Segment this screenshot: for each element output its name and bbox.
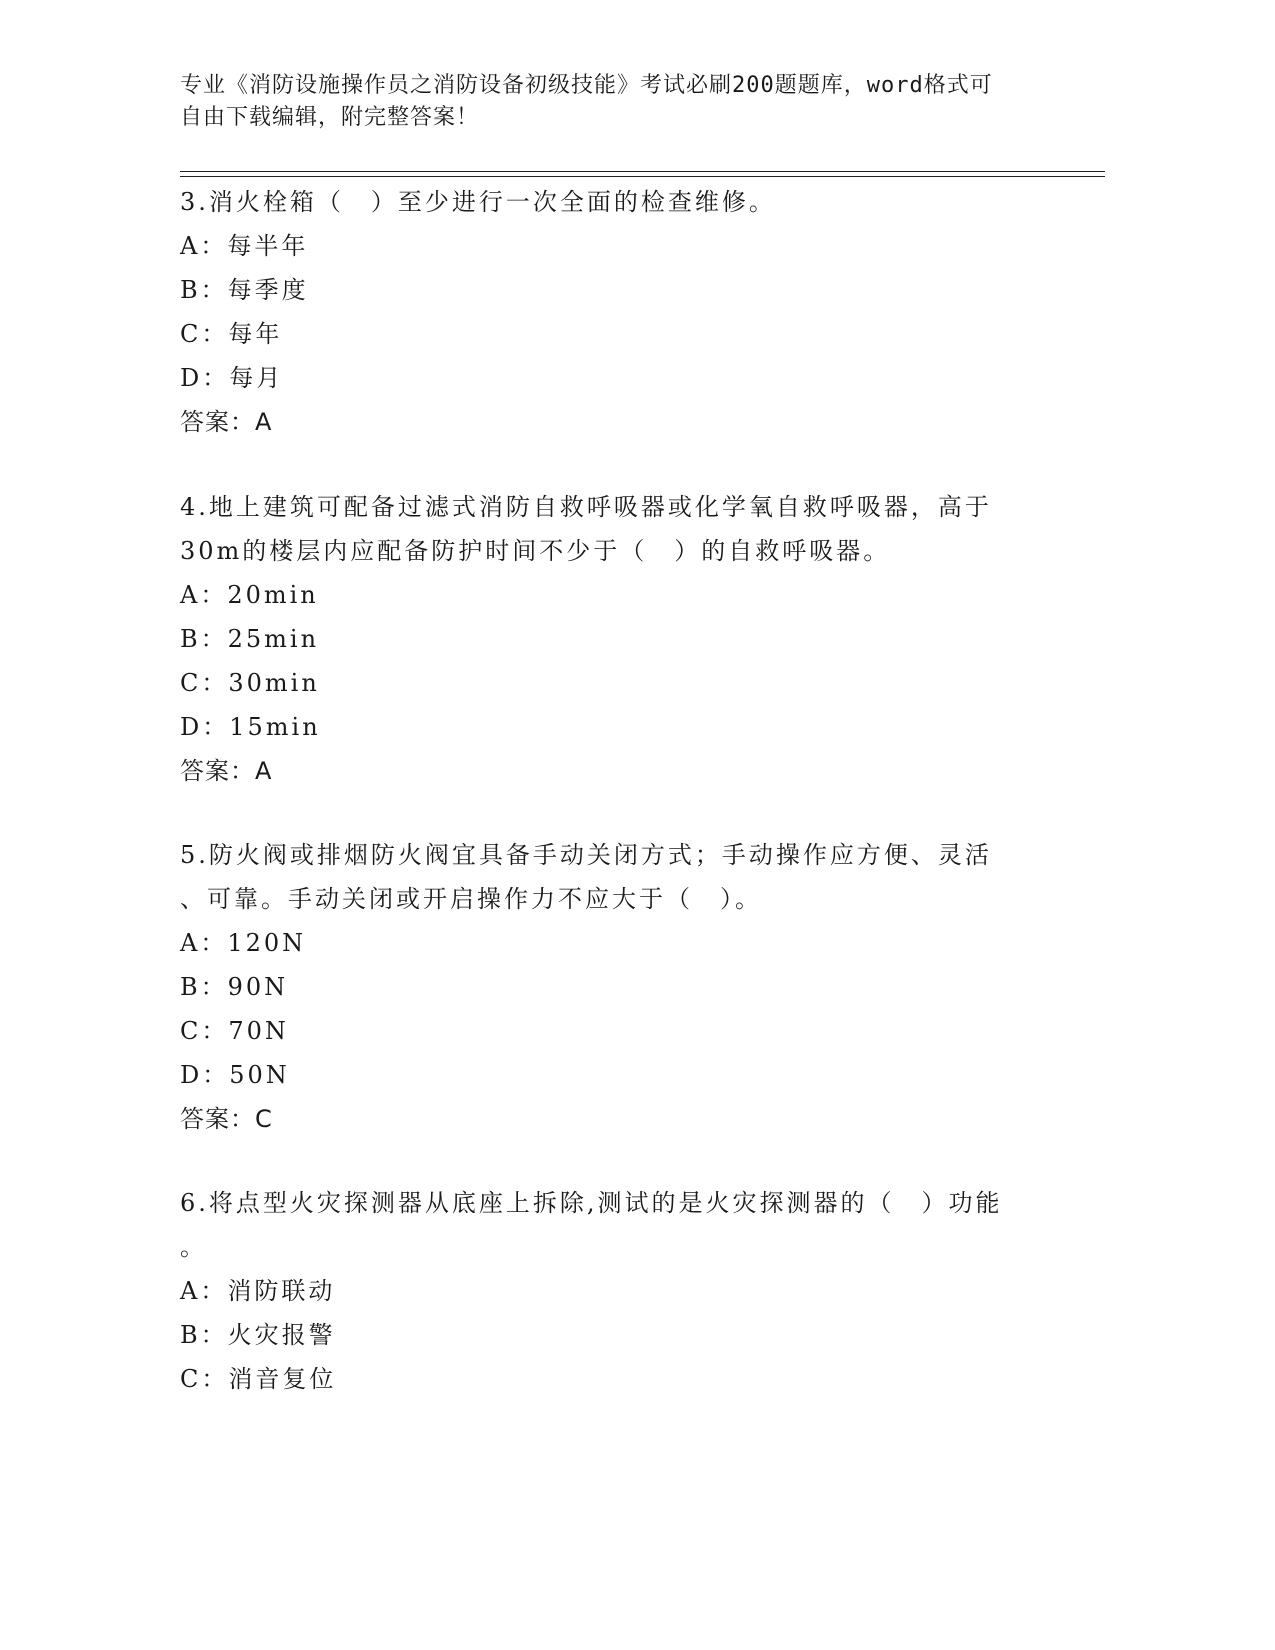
question-stem-continued: 30m的楼层内应配备防护时间不少于（ ）的自救呼吸器。 (180, 537, 891, 565)
option-b: B：火灾报警 (180, 1321, 336, 1349)
question-stem-continued: 。 (180, 1233, 207, 1261)
option-a: A：每半年 (180, 232, 309, 260)
question-5 (180, 833, 1080, 1141)
question-4 (180, 485, 1080, 793)
answer-line: 答案：A (180, 408, 273, 436)
option-c: C：70N (180, 1017, 289, 1045)
header-line-2: 自由下载编辑，附完整答案！ (180, 105, 480, 130)
option-a: A：120N (180, 929, 307, 957)
header-divider-bottom (180, 176, 1105, 177)
document-header (180, 70, 1080, 134)
question-stem-continued: 、可靠。手动关闭或开启操作力不应大于（ ）。 (180, 885, 762, 913)
question-stem: 5.防火阀或排烟防火阀宜具备手动关闭方式；手动操作应方便、灵活 (180, 841, 992, 869)
question-stem: 6.将点型火灾探测器从底座上拆除,测试的是火灾探测器的（ ）功能 (180, 1189, 1003, 1217)
header-line-1: 专业《消防设施操作员之消防设备初级技能》考试必刷200题题库，word格式可 (180, 73, 993, 98)
question-stem: 4.地上建筑可配备过滤式消防自救呼吸器或化学氧自救呼吸器，高于 (180, 493, 992, 521)
question-6 (180, 1181, 1080, 1401)
option-b: B：90N (180, 973, 289, 1001)
header-divider-top (180, 171, 1105, 172)
option-d: D：50N (180, 1061, 290, 1089)
answer-line: 答案：C (180, 1105, 273, 1133)
option-b: B：25min (180, 625, 320, 653)
option-a: A：20min (180, 581, 319, 609)
question-stem: 3.消火栓箱（ ）至少进行一次全面的检查维修。 (180, 188, 776, 216)
answer-line: 答案：A (180, 757, 273, 785)
option-c: C：消音复位 (180, 1365, 337, 1393)
option-a: A：消防联动 (180, 1277, 336, 1305)
option-d: D：每月 (180, 364, 284, 392)
option-d: D：15min (180, 713, 321, 741)
option-c: C：30min (180, 669, 320, 697)
question-3 (180, 180, 1080, 444)
option-b: B：每季度 (180, 276, 309, 304)
option-c: C：每年 (180, 320, 283, 348)
